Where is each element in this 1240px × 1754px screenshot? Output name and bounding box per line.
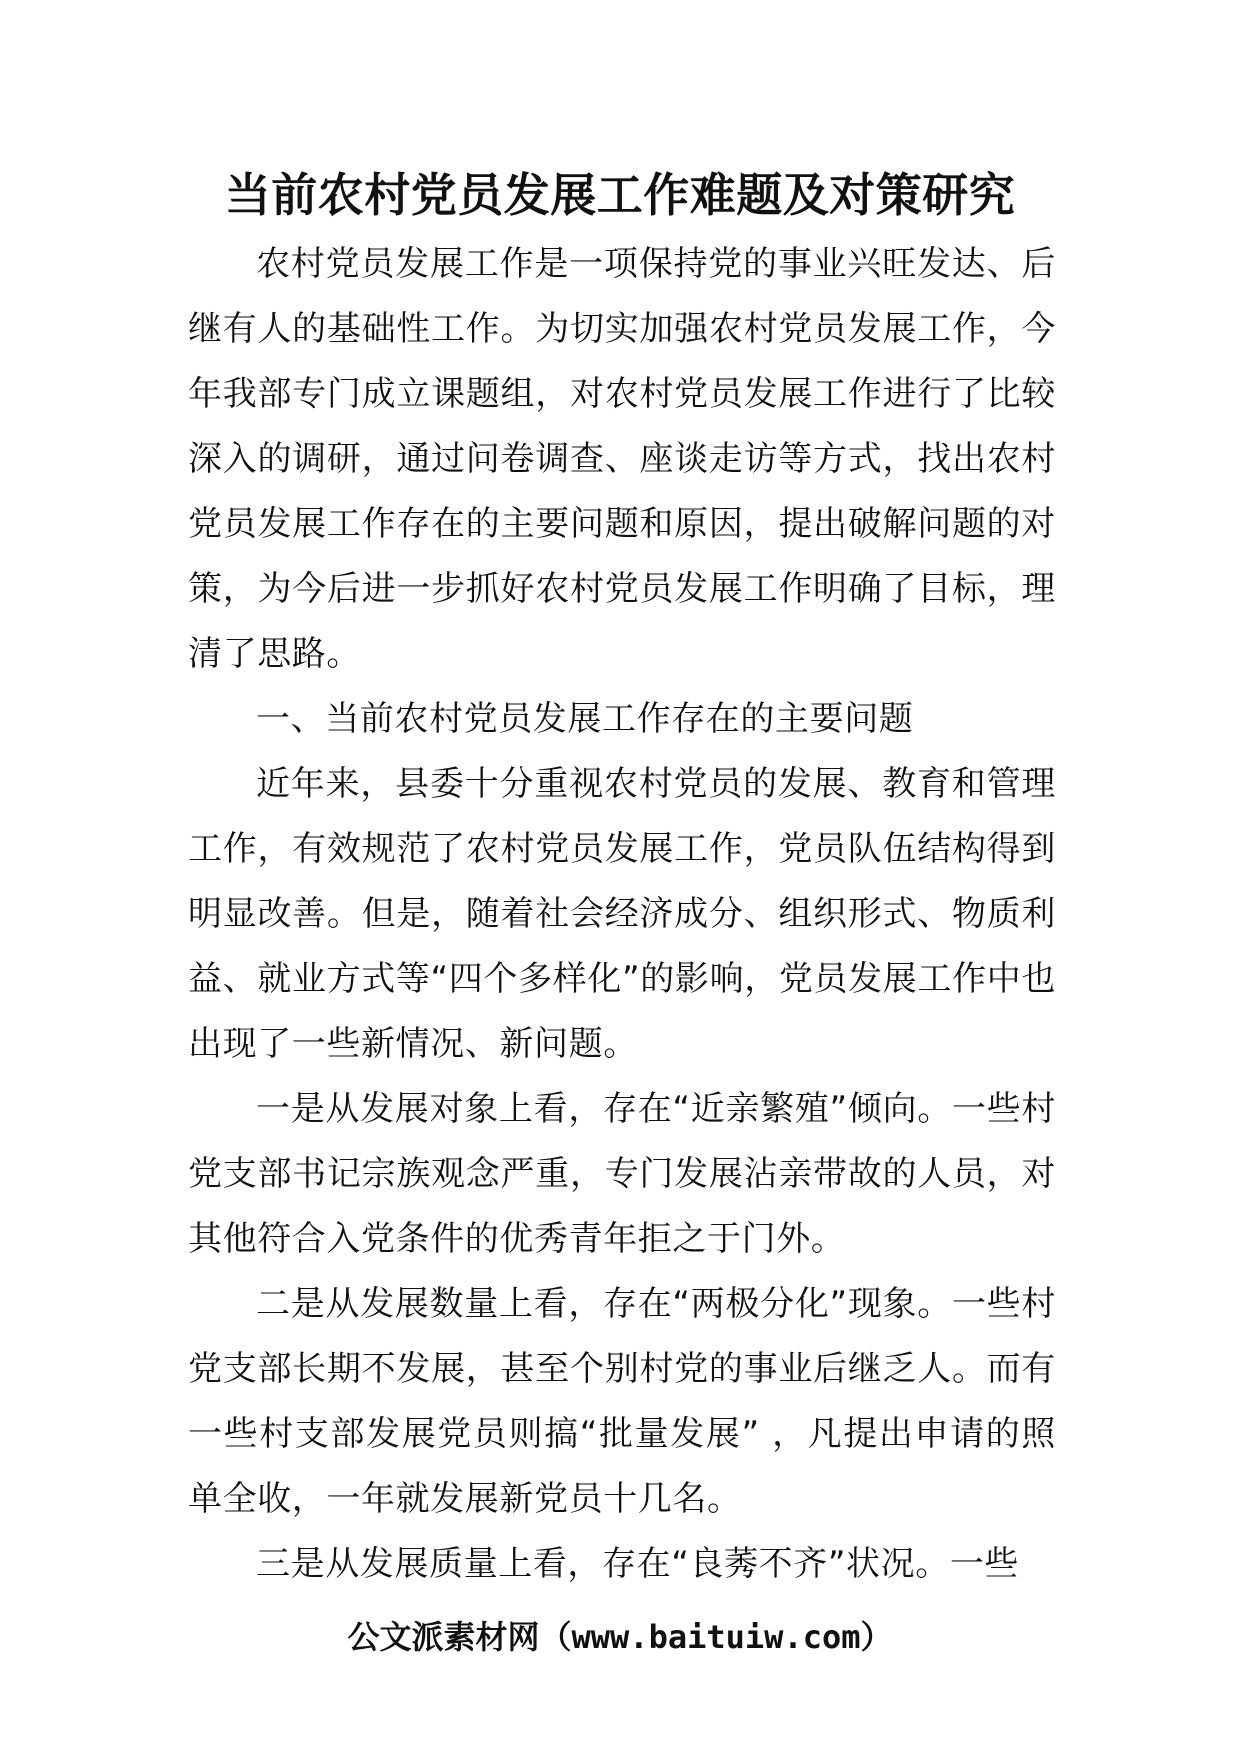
document-body [188, 232, 1056, 1597]
section-heading: 一、当前农村党员发展工作存在的主要问题 [256, 699, 914, 739]
document-title: 当前农村党员发展工作难题及对策研究 [224, 168, 1016, 222]
paragraph-background: 近年来，县委十分重视农村党员的发展、教育和管理工作，有效规范了农村党员发展工作，党员队伍结构得到明显改善。但是，随着社会经济成分、组织形式、物质利益、就业方式等“四个多样化”的影响，党员发展工作中也出现了一些新情况、新问题。 [188, 764, 1056, 1064]
page-footer [0, 1614, 1240, 1660]
footer-site-name: 公文派素材网 [347, 1618, 540, 1656]
paragraph-intro: 农村党员发展工作是一项保持党的事业兴旺发达、后继有人的基础性工作。为切实加强农村党员发展工作，今年我部专门成立课题组，对农村党员发展工作进行了比较深入的调研，通过问卷调查、座谈走访等方式，找出农村党员发展工作存在的主要问题和原因，提出破解问题的对策，为今后进一步抓好农村党员发展工作明确了目标，理清了思路。 [188, 244, 1056, 674]
footer-url: （www.baituiw.com） [539, 1618, 893, 1656]
paragraph-point-three: 三是从发展质量上看，存在“良莠不齐”状况。一些 [256, 1544, 1020, 1584]
paragraph-point-two: 二是从发展数量上看，存在“两极分化”现象。一些村党支部长期不发展，甚至个别村党的事业后继乏人。而有一些村支部发展党员则搞“批量发展” ，凡提出申请的照单全收，一年就发展新党员十几名。 [188, 1284, 1056, 1519]
paragraph-point-one: 一是从发展对象上看，存在“近亲繁殖”倾向。一些村党支部书记宗族观念严重，专门发展沾亲带故的人员，对其他符合入党条件的优秀青年拒之于门外。 [188, 1089, 1056, 1259]
